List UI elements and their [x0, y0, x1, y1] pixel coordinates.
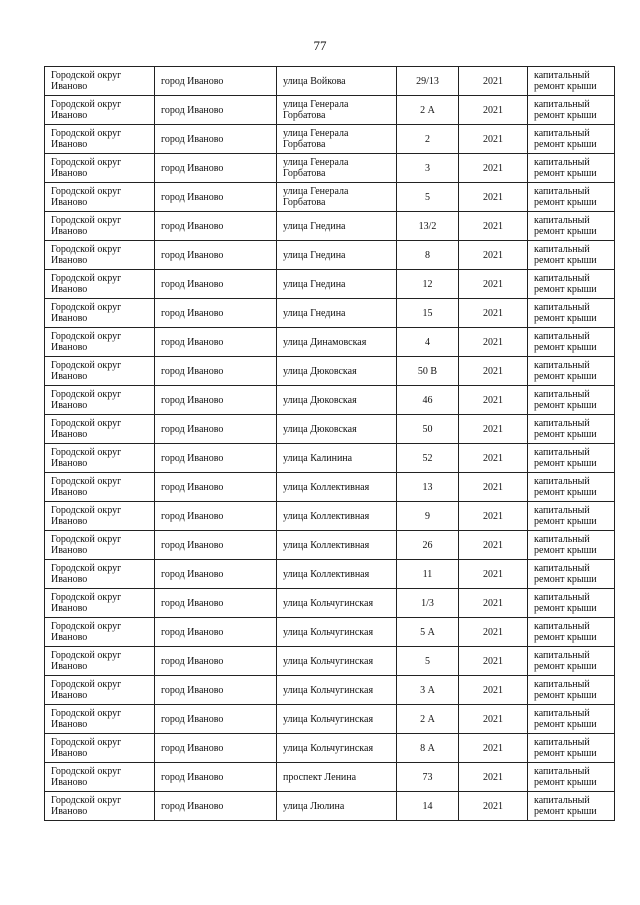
- year-cell: 2021: [459, 589, 528, 618]
- work-type-cell: капитальный ремонт крыши: [528, 241, 615, 270]
- district-cell: Городской округ Иваново: [45, 415, 155, 444]
- city-cell: город Иваново: [155, 386, 277, 415]
- table-row: [45, 705, 615, 734]
- work-type-cell: капитальный ремонт крыши: [528, 676, 615, 705]
- city-cell: город Иваново: [155, 502, 277, 531]
- city-cell: город Иваново: [155, 473, 277, 502]
- work-type-cell: капитальный ремонт крыши: [528, 270, 615, 299]
- city-cell: город Иваново: [155, 763, 277, 792]
- work-type-cell: капитальный ремонт крыши: [528, 531, 615, 560]
- repair-schedule-table: [44, 66, 615, 821]
- street-cell: улица Кольчугинская: [277, 589, 397, 618]
- house-cell: 52: [397, 444, 459, 473]
- house-cell: 9: [397, 502, 459, 531]
- district-cell: Городской округ Иваново: [45, 763, 155, 792]
- work-type-cell: капитальный ремонт крыши: [528, 125, 615, 154]
- year-cell: 2021: [459, 96, 528, 125]
- district-cell: Городской округ Иваново: [45, 444, 155, 473]
- work-type-cell: капитальный ремонт крыши: [528, 357, 615, 386]
- house-cell: 2 А: [397, 705, 459, 734]
- table-row: [45, 125, 615, 154]
- house-cell: 46: [397, 386, 459, 415]
- work-type-cell: капитальный ремонт крыши: [528, 560, 615, 589]
- table-row: [45, 270, 615, 299]
- year-cell: 2021: [459, 328, 528, 357]
- house-cell: 5: [397, 647, 459, 676]
- year-cell: 2021: [459, 473, 528, 502]
- house-cell: 5 А: [397, 618, 459, 647]
- page-number: 77: [313, 38, 327, 53]
- table-row: [45, 328, 615, 357]
- work-type-cell: капитальный ремонт крыши: [528, 763, 615, 792]
- house-cell: 3 А: [397, 676, 459, 705]
- street-cell: улица Кольчугинская: [277, 647, 397, 676]
- street-cell: улица Коллективная: [277, 502, 397, 531]
- district-cell: Городской округ Иваново: [45, 357, 155, 386]
- district-cell: Городской округ Иваново: [45, 618, 155, 647]
- house-cell: 15: [397, 299, 459, 328]
- work-type-cell: капитальный ремонт крыши: [528, 415, 615, 444]
- city-cell: город Иваново: [155, 299, 277, 328]
- year-cell: 2021: [459, 299, 528, 328]
- city-cell: город Иваново: [155, 357, 277, 386]
- year-cell: 2021: [459, 676, 528, 705]
- city-cell: город Иваново: [155, 589, 277, 618]
- house-cell: 11: [397, 560, 459, 589]
- city-cell: город Иваново: [155, 125, 277, 154]
- street-cell: улица Дюковская: [277, 357, 397, 386]
- street-cell: проспект Ленина: [277, 763, 397, 792]
- house-cell: 2: [397, 125, 459, 154]
- district-cell: Городской округ Иваново: [45, 270, 155, 299]
- district-cell: Городской округ Иваново: [45, 502, 155, 531]
- district-cell: Городской округ Иваново: [45, 676, 155, 705]
- district-cell: Городской округ Иваново: [45, 125, 155, 154]
- street-cell: улица Гнедина: [277, 299, 397, 328]
- city-cell: город Иваново: [155, 415, 277, 444]
- street-cell: улица Коллективная: [277, 473, 397, 502]
- year-cell: 2021: [459, 183, 528, 212]
- year-cell: 2021: [459, 125, 528, 154]
- city-cell: город Иваново: [155, 328, 277, 357]
- year-cell: 2021: [459, 67, 528, 96]
- house-cell: 50: [397, 415, 459, 444]
- house-cell: 4: [397, 328, 459, 357]
- table-row: [45, 589, 615, 618]
- work-type-cell: капитальный ремонт крыши: [528, 473, 615, 502]
- year-cell: 2021: [459, 763, 528, 792]
- house-cell: 3: [397, 154, 459, 183]
- table-row: [45, 154, 615, 183]
- district-cell: Городской округ Иваново: [45, 328, 155, 357]
- city-cell: город Иваново: [155, 676, 277, 705]
- city-cell: город Иваново: [155, 560, 277, 589]
- city-cell: город Иваново: [155, 531, 277, 560]
- year-cell: 2021: [459, 386, 528, 415]
- year-cell: 2021: [459, 618, 528, 647]
- house-cell: 1/3: [397, 589, 459, 618]
- district-cell: Городской округ Иваново: [45, 473, 155, 502]
- district-cell: Городской округ Иваново: [45, 96, 155, 125]
- table-row: [45, 67, 615, 96]
- city-cell: город Иваново: [155, 67, 277, 96]
- street-cell: улица Гнедина: [277, 270, 397, 299]
- work-type-cell: капитальный ремонт крыши: [528, 705, 615, 734]
- house-cell: 14: [397, 792, 459, 821]
- city-cell: город Иваново: [155, 792, 277, 821]
- house-cell: 29/13: [397, 67, 459, 96]
- work-type-cell: капитальный ремонт крыши: [528, 502, 615, 531]
- year-cell: 2021: [459, 792, 528, 821]
- work-type-cell: капитальный ремонт крыши: [528, 67, 615, 96]
- year-cell: 2021: [459, 531, 528, 560]
- house-cell: 2 А: [397, 96, 459, 125]
- house-cell: 50 В: [397, 357, 459, 386]
- year-cell: 2021: [459, 560, 528, 589]
- district-cell: Городской округ Иваново: [45, 589, 155, 618]
- street-cell: улица Люлина: [277, 792, 397, 821]
- year-cell: 2021: [459, 444, 528, 473]
- city-cell: город Иваново: [155, 212, 277, 241]
- street-cell: улица Кольчугинская: [277, 618, 397, 647]
- street-cell: улица Генерала Горбатова: [277, 96, 397, 125]
- street-cell: улица Калинина: [277, 444, 397, 473]
- work-type-cell: капитальный ремонт крыши: [528, 734, 615, 763]
- year-cell: 2021: [459, 647, 528, 676]
- street-cell: улица Дюковская: [277, 415, 397, 444]
- district-cell: Городской округ Иваново: [45, 531, 155, 560]
- street-cell: улица Коллективная: [277, 531, 397, 560]
- table-row: [45, 357, 615, 386]
- street-cell: улица Генерала Горбатова: [277, 183, 397, 212]
- work-type-cell: капитальный ремонт крыши: [528, 386, 615, 415]
- house-cell: 13: [397, 473, 459, 502]
- year-cell: 2021: [459, 357, 528, 386]
- city-cell: город Иваново: [155, 270, 277, 299]
- city-cell: город Иваново: [155, 705, 277, 734]
- street-cell: улица Кольчугинская: [277, 676, 397, 705]
- house-cell: 73: [397, 763, 459, 792]
- city-cell: город Иваново: [155, 241, 277, 270]
- table-row: [45, 212, 615, 241]
- table-row: [45, 676, 615, 705]
- city-cell: город Иваново: [155, 444, 277, 473]
- house-cell: 8: [397, 241, 459, 270]
- year-cell: 2021: [459, 154, 528, 183]
- year-cell: 2021: [459, 734, 528, 763]
- table-row: [45, 560, 615, 589]
- house-cell: 13/2: [397, 212, 459, 241]
- street-cell: улица Коллективная: [277, 560, 397, 589]
- table-row: [45, 618, 615, 647]
- table-row: [45, 763, 615, 792]
- house-cell: 5: [397, 183, 459, 212]
- district-cell: Городской округ Иваново: [45, 734, 155, 763]
- street-cell: улица Генерала Горбатова: [277, 154, 397, 183]
- year-cell: 2021: [459, 241, 528, 270]
- work-type-cell: капитальный ремонт крыши: [528, 154, 615, 183]
- house-cell: 12: [397, 270, 459, 299]
- table-row: [45, 299, 615, 328]
- work-type-cell: капитальный ремонт крыши: [528, 589, 615, 618]
- street-cell: улица Динамовская: [277, 328, 397, 357]
- work-type-cell: капитальный ремонт крыши: [528, 328, 615, 357]
- street-cell: улица Кольчугинская: [277, 734, 397, 763]
- year-cell: 2021: [459, 212, 528, 241]
- city-cell: город Иваново: [155, 96, 277, 125]
- year-cell: 2021: [459, 705, 528, 734]
- table-row: [45, 734, 615, 763]
- work-type-cell: капитальный ремонт крыши: [528, 96, 615, 125]
- house-cell: 8 А: [397, 734, 459, 763]
- city-cell: город Иваново: [155, 618, 277, 647]
- table-row: [45, 444, 615, 473]
- work-type-cell: капитальный ремонт крыши: [528, 647, 615, 676]
- table-row: [45, 473, 615, 502]
- work-type-cell: капитальный ремонт крыши: [528, 183, 615, 212]
- table-row: [45, 647, 615, 676]
- district-cell: Городской округ Иваново: [45, 183, 155, 212]
- table-body: [45, 67, 615, 821]
- work-type-cell: капитальный ремонт крыши: [528, 444, 615, 473]
- house-cell: 26: [397, 531, 459, 560]
- city-cell: город Иваново: [155, 154, 277, 183]
- street-cell: улица Кольчугинская: [277, 705, 397, 734]
- table-row: [45, 386, 615, 415]
- street-cell: улица Гнедина: [277, 241, 397, 270]
- table-row: [45, 96, 615, 125]
- district-cell: Городской округ Иваново: [45, 560, 155, 589]
- work-type-cell: капитальный ремонт крыши: [528, 212, 615, 241]
- street-cell: улица Гнедина: [277, 212, 397, 241]
- district-cell: Городской округ Иваново: [45, 792, 155, 821]
- year-cell: 2021: [459, 415, 528, 444]
- street-cell: улица Войкова: [277, 67, 397, 96]
- year-cell: 2021: [459, 270, 528, 299]
- table-row: [45, 502, 615, 531]
- table-row: [45, 792, 615, 821]
- street-cell: улица Генерала Горбатова: [277, 125, 397, 154]
- district-cell: Городской округ Иваново: [45, 299, 155, 328]
- district-cell: Городской округ Иваново: [45, 241, 155, 270]
- district-cell: Городской округ Иваново: [45, 705, 155, 734]
- city-cell: город Иваново: [155, 647, 277, 676]
- work-type-cell: капитальный ремонт крыши: [528, 792, 615, 821]
- table-row: [45, 241, 615, 270]
- table-row: [45, 531, 615, 560]
- work-type-cell: капитальный ремонт крыши: [528, 299, 615, 328]
- district-cell: Городской округ Иваново: [45, 154, 155, 183]
- street-cell: улица Дюковская: [277, 386, 397, 415]
- city-cell: город Иваново: [155, 183, 277, 212]
- district-cell: Городской округ Иваново: [45, 386, 155, 415]
- district-cell: Городской округ Иваново: [45, 212, 155, 241]
- table-row: [45, 415, 615, 444]
- district-cell: Городской округ Иваново: [45, 67, 155, 96]
- city-cell: город Иваново: [155, 734, 277, 763]
- year-cell: 2021: [459, 502, 528, 531]
- table-row: [45, 183, 615, 212]
- district-cell: Городской округ Иваново: [45, 647, 155, 676]
- work-type-cell: капитальный ремонт крыши: [528, 618, 615, 647]
